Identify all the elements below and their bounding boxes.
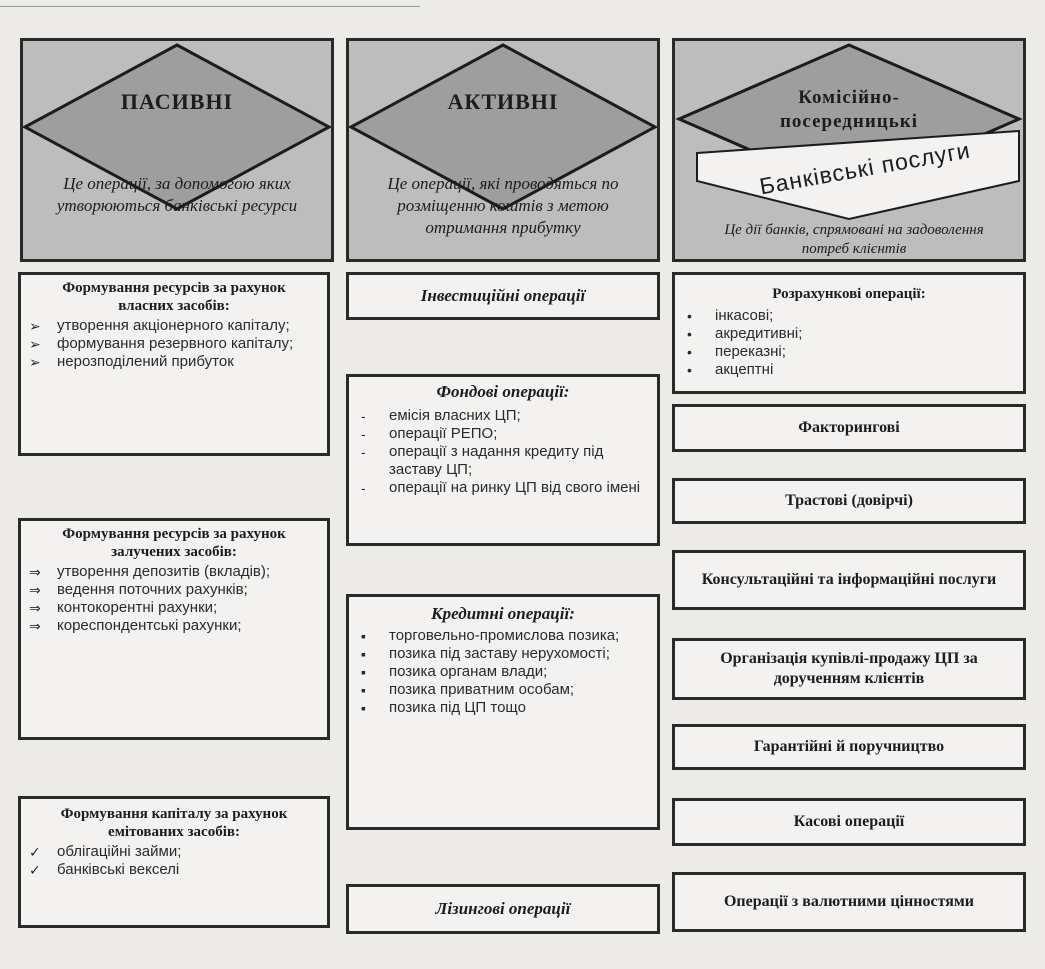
dot-bullet-icon: • xyxy=(687,326,692,342)
check-icon: ✓ xyxy=(29,844,41,860)
list-item: ▪ позика органам влади; xyxy=(361,663,548,680)
header-commission xyxy=(672,38,1026,262)
header-commission-description: Це дії банків, спрямовані на задоволення потреб клієнтів xyxy=(724,222,984,257)
own-funds-list xyxy=(27,317,321,371)
list-item: ✓ банківські векселі xyxy=(29,861,180,878)
header-active-description: Це операції, які проводяться по розміщенню коштів з метою отримання прибутку xyxy=(387,174,619,237)
list-item: ▪ позика під заставу нерухомості; xyxy=(361,645,610,662)
settlement-operations-list xyxy=(685,307,1013,379)
issued-funds-box xyxy=(18,796,330,928)
header-passive xyxy=(20,38,334,262)
credit-operations-title: Кредитні операції: xyxy=(431,604,575,623)
double-arrow-icon: ⇒ xyxy=(29,564,41,580)
list-item: - операції РЕПО; xyxy=(361,425,498,442)
securities-brokerage-box xyxy=(672,638,1026,700)
list-item: • інкасові; xyxy=(687,307,774,324)
attracted-funds-list xyxy=(27,563,321,635)
dot-bullet-icon: • xyxy=(687,362,692,378)
check-icon: ✓ xyxy=(29,862,41,878)
square-bullet-icon: ▪ xyxy=(361,700,366,716)
square-bullet-icon: ▪ xyxy=(361,646,366,662)
list-item: • акцептні xyxy=(687,361,774,378)
square-bullet-icon: ▪ xyxy=(361,664,366,680)
header-active xyxy=(346,38,660,262)
stock-operations-title: Фондові операції: xyxy=(436,382,570,401)
list-item: ⇒ контокорентні рахунки; xyxy=(29,599,218,616)
header-active-title: АКТИВНІ xyxy=(447,89,559,114)
list-item: - емісія власних ЦП; xyxy=(361,407,521,424)
own-funds-title: Формування ресурсів за рахунок власних засобів: xyxy=(62,280,286,314)
attracted-funds-box xyxy=(18,518,330,740)
investment-operations-box xyxy=(346,272,660,320)
dash-bullet-icon: - xyxy=(361,408,366,424)
arrow-bullet-icon: ➢ xyxy=(29,318,41,334)
stock-operations-list xyxy=(359,407,647,497)
list-item: ➢ формування резервного капіталу; xyxy=(29,335,294,352)
list-item: ➢ нерозподілений прибуток xyxy=(29,353,234,370)
cash-operations-label: Касові операції xyxy=(793,813,905,830)
investment-operations-label: Інвестиційні операції xyxy=(420,286,586,305)
settlement-operations-box xyxy=(672,272,1026,394)
list-item: ⇒ ведення поточних рахунків; xyxy=(29,581,248,598)
dash-bullet-icon: - xyxy=(361,426,366,442)
factoring-box xyxy=(672,404,1026,452)
header-commission-title-line2: посередницькі xyxy=(779,111,919,132)
credit-operations-box xyxy=(346,594,660,830)
leasing-operations-box xyxy=(346,884,660,934)
securities-brokerage-label: Організація купівлі-продажу ЦП за дорученням клієнтів xyxy=(720,650,978,687)
guarantee-box xyxy=(672,724,1026,770)
consulting-box xyxy=(672,550,1026,610)
list-item: ➢ утворення акціонерного капіталу; xyxy=(29,317,290,334)
settlement-operations-title: Розрахункові операції: xyxy=(772,286,926,302)
trust-label: Трастові (довірчі) xyxy=(785,492,913,509)
leasing-operations-label: Лізингові операції xyxy=(435,899,571,918)
arrow-bullet-icon: ➢ xyxy=(29,354,41,370)
dash-bullet-icon: - xyxy=(361,480,366,496)
issued-funds-title: Формування капіталу за рахунок емітованих засобів: xyxy=(60,806,288,840)
attracted-funds-title: Формування ресурсів за рахунок залучених засобів: xyxy=(62,526,286,560)
cash-operations-box xyxy=(672,798,1026,846)
list-item: • переказні; xyxy=(687,343,786,360)
dot-bullet-icon: • xyxy=(687,344,692,360)
dash-bullet-icon: - xyxy=(361,444,366,460)
header-commission-title-line1: Комісійно- xyxy=(798,87,900,108)
list-item: ✓ облігаційні займи; xyxy=(29,843,182,860)
list-item: ⇒ кореспондентські рахунки; xyxy=(29,617,242,634)
banking-services-band: Банківські послуги xyxy=(757,136,973,200)
currency-operations-box xyxy=(672,872,1026,932)
issued-funds-list xyxy=(27,843,321,879)
currency-operations-label: Операції з валютними цінностями xyxy=(723,893,974,910)
square-bullet-icon: ▪ xyxy=(361,628,366,644)
diamond-shape xyxy=(23,41,331,259)
list-item: - операції з надання кредиту під заставу ЦП; xyxy=(361,443,604,478)
arrow-bullet-icon: ➢ xyxy=(29,336,41,352)
stock-operations-box xyxy=(346,374,660,546)
factoring-label: Факторингові xyxy=(798,419,900,436)
dot-bullet-icon: • xyxy=(687,308,692,324)
consulting-label: Консультаційні та інформаційні послуги xyxy=(701,571,997,588)
list-item: ▪ торговельно-промислова позика; xyxy=(361,627,620,644)
guarantee-label: Гарантійні й поручництво xyxy=(753,738,945,755)
square-bullet-icon: ▪ xyxy=(361,682,366,698)
header-passive-description: Це операції, за допомогою яких утворюються банківські ресурси xyxy=(56,174,298,215)
trust-box xyxy=(672,478,1026,524)
own-funds-box xyxy=(18,272,330,456)
list-item: • акредитивні; xyxy=(687,325,803,342)
double-arrow-icon: ⇒ xyxy=(29,618,41,634)
list-item: ▪ позика під ЦП тощо xyxy=(361,699,526,716)
credit-operations-list xyxy=(359,627,647,717)
header-passive-title: ПАСИВНІ xyxy=(120,89,234,114)
double-arrow-icon: ⇒ xyxy=(29,600,41,616)
list-item: ⇒ утворення депозитів (вкладів); xyxy=(29,563,271,580)
list-item: ▪ позика приватним особам; xyxy=(361,681,575,698)
double-arrow-icon: ⇒ xyxy=(29,582,41,598)
top-rule xyxy=(0,6,420,7)
list-item: - операції на ринку ЦП від свого імені xyxy=(361,479,641,496)
